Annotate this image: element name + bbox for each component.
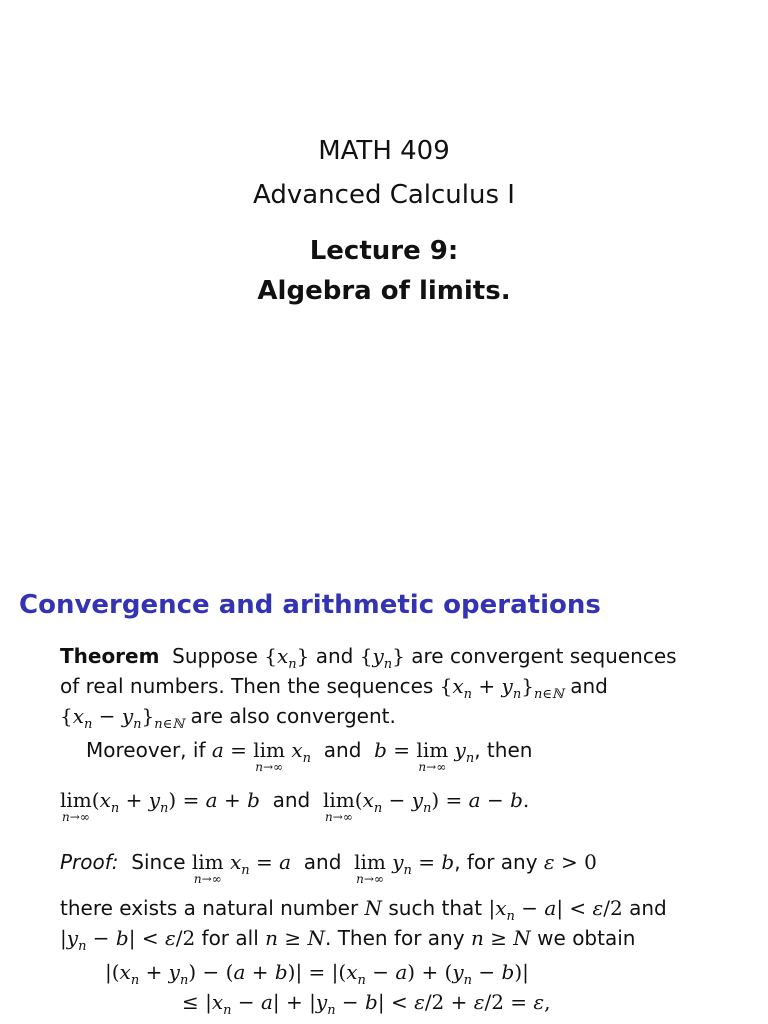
theorem-line-1 (60, 644, 677, 672)
theorem-and: and (570, 674, 608, 698)
theorem-text-2: and (315, 644, 354, 668)
course-name: Advanced Calculus I (253, 180, 515, 210)
math-diff-limit: lim n→∞ $(x_n - y_n) = a - b$. (322, 788, 530, 824)
theorem-line3-end: are also convergent. (190, 704, 396, 728)
math-triangle-ineq: ≤ $|x_n - a| + |y_n - b| < \varepsilon/2 + \varepsilon/2 = \varepsilon$, (182, 990, 551, 1018)
math-b-def: b = lim n→∞ $y_n$ (374, 738, 475, 774)
math-yn-limit: lim n→∞ $y_n = b$ (354, 850, 455, 886)
proof-line3-a: for all (201, 926, 259, 950)
proof-line-1 (60, 850, 597, 886)
course-code: MATH 409 (318, 136, 450, 166)
proof-line3-c: we obtain (537, 926, 636, 950)
moreover-then: , then (474, 738, 533, 762)
math-triangle-eq: $|(x_n + y_n) - (a + b)| = |(x_n - a) + (y_n - b)|$ (105, 960, 529, 988)
proof-line2-c: and (629, 896, 667, 920)
moreover-line (86, 738, 533, 774)
proof-and: and (303, 850, 342, 874)
math-diff-seq: $\{x_n - y_n\}_{n\in ℕ}$ (60, 704, 185, 732)
theorem-line-3 (60, 704, 396, 732)
theorem-line2-text: of real numbers. Then the sequences (60, 674, 434, 698)
result-line (60, 788, 530, 824)
proof-line2-a: there exists a natural number (60, 896, 359, 920)
proof-eq-line-1 (105, 960, 529, 988)
result-and: and (272, 788, 311, 812)
lecture-number: Lecture 9: (309, 236, 459, 266)
math-a-def: a = lim n→∞ $x_n$ (211, 738, 312, 774)
proof-line-2 (60, 896, 667, 924)
proof-line-3 (60, 926, 635, 954)
theorem-line-2 (60, 674, 608, 702)
theorem-label: Theorem (60, 644, 160, 668)
math-xn-bound: $|x_n - a| < \varepsilon/2$ (488, 896, 623, 924)
math-xn-set: $\{x_n\}$ (264, 644, 310, 672)
moreover-text: Moreover, if (86, 738, 206, 762)
math-sum-seq: $\{x_n + y_n\}_{n\in ℕ}$ (439, 674, 564, 702)
theorem-text-3: are convergent sequences (411, 644, 677, 668)
proof-for-any: , for any (454, 850, 538, 874)
proof-since: Since (131, 850, 186, 874)
proof-line3-b: . Then for any (325, 926, 465, 950)
math-yn-bound: $|y_n - b| < \varepsilon/2$ (60, 926, 196, 954)
theorem-text-1: Suppose (172, 644, 258, 668)
lecture-topic: Algebra of limits. (257, 276, 511, 306)
proof-label: Proof: (60, 850, 119, 874)
math-n-geq-N-2: n ≥ N (470, 926, 531, 950)
math-yn-set: $\{y_n\}$ (359, 644, 405, 672)
math-epsilon-pos: ε > 0 (543, 850, 597, 874)
math-N: N (364, 896, 383, 920)
math-xn-limit: lim n→∞ $x_n = a$ (191, 850, 292, 886)
proof-eq-line-2 (182, 990, 551, 1018)
moreover-and: and (323, 738, 362, 762)
math-n-geq-N-1: n ≥ N (265, 926, 325, 950)
math-sum-limit: lim n→∞ $(x_n + y_n) = a + b$ (60, 788, 260, 824)
section-heading: Convergence and arithmetic operations (19, 590, 601, 620)
proof-line2-b: such that (388, 896, 483, 920)
